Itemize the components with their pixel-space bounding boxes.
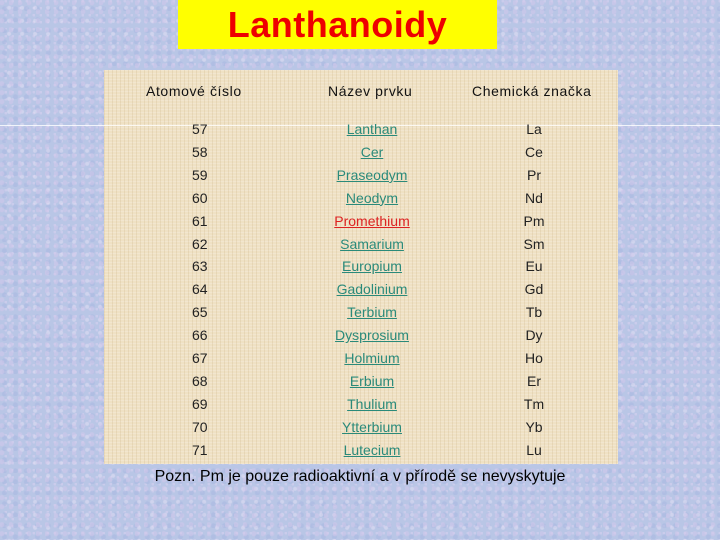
chemical-symbol: Dy (525, 327, 543, 344)
table-row (0, 325, 720, 347)
table-row (0, 188, 720, 210)
chemical-symbol: Ho (525, 350, 543, 366)
table-row (0, 371, 720, 393)
atomic-number: 60 (192, 189, 208, 206)
element-name-link[interactable]: Lanthan (346, 121, 398, 137)
chemical-symbol: Tb (525, 304, 543, 321)
header-chemical-symbol: Chemická značka (472, 83, 592, 99)
table-row (0, 256, 720, 278)
element-name-link[interactable]: Lutecium (343, 441, 401, 458)
element-name-link[interactable]: Holmium (344, 350, 400, 366)
chemical-symbol: Ce (525, 143, 543, 160)
atomic-number: 64 (192, 281, 208, 298)
element-name-link[interactable]: Dysprosium (335, 327, 409, 344)
table-row (0, 279, 720, 301)
table-row (0, 234, 720, 256)
chemical-symbol: Eu (525, 258, 543, 275)
element-name-link[interactable]: Thulium (347, 395, 397, 412)
chemical-symbol: Gd (524, 281, 544, 298)
element-name-link[interactable]: Promethium (334, 212, 410, 229)
table-row (0, 142, 720, 164)
element-name-link[interactable]: Terbium (347, 304, 397, 321)
chemical-symbol: Sm (523, 235, 545, 252)
element-name-link[interactable]: Erbium (349, 372, 395, 389)
table-row (0, 119, 720, 141)
header-atomic-number: Atomové číslo (146, 83, 242, 99)
element-name-link[interactable]: Ytterbium (342, 418, 402, 435)
atomic-number: 70 (192, 418, 208, 435)
footnote: Pozn. Pm je pouze radioaktivní a v přírodě se nevyskytuje (154, 468, 566, 485)
element-name-link[interactable]: Europium (342, 258, 402, 275)
table-row (0, 302, 720, 324)
atomic-number: 63 (192, 258, 208, 275)
chemical-symbol: Nd (525, 189, 543, 206)
atomic-number: 71 (192, 441, 208, 458)
chemical-symbol: Er (527, 372, 541, 389)
atomic-number: 69 (192, 395, 208, 412)
atomic-number: 61 (192, 212, 208, 229)
atomic-number: 66 (192, 327, 208, 344)
page-title: Lanthanoidy (227, 4, 448, 45)
header-element-name: Název prvku (328, 83, 413, 99)
chemical-symbol: Yb (525, 418, 543, 435)
table-row (0, 440, 720, 462)
element-name-link[interactable]: Cer (360, 143, 384, 160)
table-row (0, 417, 720, 439)
chemical-symbol: Tm (523, 395, 545, 412)
chemical-symbol: Pm (523, 212, 545, 229)
atomic-number: 67 (192, 350, 208, 366)
element-name-link[interactable]: Neodym (345, 189, 399, 206)
element-name-link[interactable]: Praseodym (336, 166, 408, 183)
atomic-number: 58 (192, 143, 208, 160)
table-row (0, 394, 720, 416)
atomic-number: 62 (192, 235, 208, 252)
atomic-number: 59 (192, 166, 208, 183)
chemical-symbol: Lu (526, 441, 542, 458)
element-name-link[interactable]: Samarium (340, 235, 404, 252)
atomic-number: 65 (192, 304, 208, 321)
atomic-number: 57 (192, 121, 208, 137)
table-row (0, 165, 720, 187)
chemical-symbol: La (526, 121, 542, 137)
title-banner (178, 0, 497, 49)
element-name-link[interactable]: Gadolinium (336, 281, 408, 298)
chemical-symbol: Pr (527, 166, 541, 183)
table-row (0, 348, 720, 370)
table-row (0, 211, 720, 233)
atomic-number: 68 (192, 372, 208, 389)
